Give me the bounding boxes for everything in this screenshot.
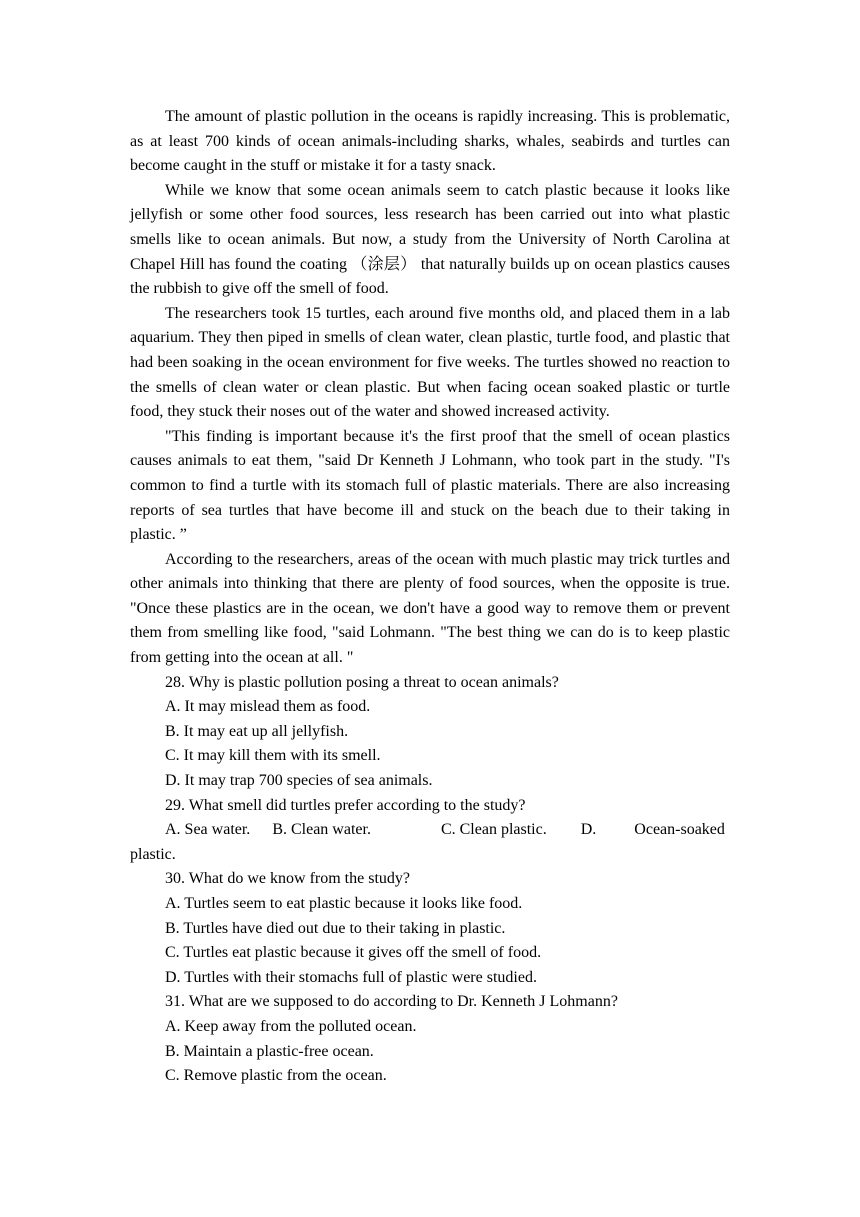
question-28-option-b: B. It may eat up all jellyfish. [165,722,349,740]
question-28-option-c: C. It may kill them with its smell. [165,747,381,765]
question-28-option-d: D. It may trap 700 species of sea animals. [165,772,433,790]
question-29-stem: 29. What smell did turtles prefer according to the study? [165,796,526,814]
question-31-option-b: B. Maintain a plastic-free ocean. [165,1042,374,1060]
question-29-option-a: A. Sea water. [165,821,251,839]
question-28-option-a: A. It may mislead them as food. [165,698,371,716]
question-31-option-c: C. Remove plastic from the ocean. [165,1067,387,1085]
question-31-stem: 31. What are we supposed to do according to Dr. Kenneth J Lohmann? [165,993,618,1011]
question-29-option-d-label: D. [580,821,597,839]
question-31-option-a: A. Keep away from the polluted ocean. [165,1017,417,1035]
question-28-stem: 28. Why is plastic pollution posing a threat to ocean animals? [165,673,559,691]
question-30-option-b: B. Turtles have died out due to their taking in plastic. [165,919,506,937]
question-29-option-d-text: Ocean-soaked [634,821,725,839]
passage-paragraph-3: The researchers took 15 turtles, each around five months old, and placed them in a lab aquarium. They then piped in smells of clean water, clean plastic, turtle food, and plastic that had been soaking in the ocean environment for five weeks. The turtles showed no reaction to the smells of clean water or clean plastic. But when facing ocean soaked plastic or turtle food, they stuck their noses out of the water and showed increased activity. [130,304,730,421]
question-29-option-c: C. Clean plastic. [440,821,547,839]
question-30-option-a: A. Turtles seem to eat plastic because it looks like food. [165,895,523,912]
passage-paragraph-1: The amount of plastic pollution in the oceans is rapidly increasing. This is problematic, as at least 700 kinds of ocean animals-including sharks, whales, seabirds and turtles can become caught in the stuff or mistake it for a tasty snack. [130,108,730,175]
question-30-stem: 30. What do we know from the study? [165,870,410,888]
question-29-options [130,818,730,843]
passage-paragraph-5: According to the researchers, areas of the ocean with much plastic may trick turtles and other animals into thinking that there are plenty of food sources, when the opposite is true. "Once these plastics are in the ocean, we don't have a good way to remove them or prevent them from smelling like food, "said Lohmann. "The best thing we can do is to keep plastic from getting into the ocean at all. " [130,550,730,667]
document-page [130,105,730,1089]
question-29-option-d-wrap: plastic. [130,845,176,863]
passage-paragraph-4: "This finding is important because it's the first proof that the smell of ocean plastics causes animals to eat them, "said Dr Kenneth J Lohmann, who took part in the study. "I's common to find a turtle with its stomach full of plastic materials. There are also increasing reports of sea turtles that have become ill and stuck on the beach due to their taking in plastic. ” [130,427,730,544]
question-30-option-c: C. Turtles eat plastic because it gives off the smell of food. [165,944,542,962]
passage-paragraph-2: While we know that some ocean animals seem to catch plastic because it looks like jellyfish or some other food sources, less research has been carried out into what plastic smells like to ocean animals. But now, a study from the University of North Carolina at Chapel Hill has found the coating （涂层） that naturally builds up on ocean plastics causes the rubbish to give off the smell of food. [130,181,730,298]
question-30-option-d: D. Turtles with their stomachs full of plastic were studied. [165,968,537,986]
question-29-option-b: B. Clean water. [272,821,371,839]
